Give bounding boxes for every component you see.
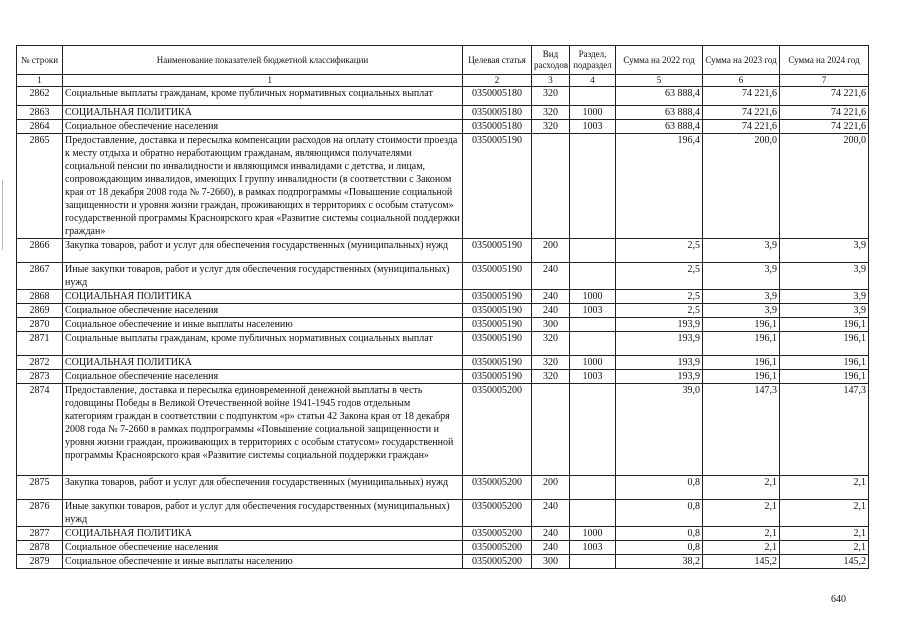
- row-sum-2023: 3,9: [703, 263, 780, 290]
- row-section: [570, 500, 616, 527]
- header-sum-2023: Сумма на 2023 год: [703, 46, 780, 75]
- row-name: Социальные выплаты гражданам, кроме публичных нормативных социальных выплат: [63, 332, 463, 356]
- row-number: 2876: [17, 500, 63, 527]
- header-target-article: Целевая статья: [463, 46, 532, 75]
- row-expense-type: 200: [532, 239, 570, 263]
- row-sum-2023: 147,3: [703, 384, 780, 476]
- row-number: 2872: [17, 356, 63, 370]
- header-row: [17, 46, 869, 75]
- row-sum-2024: 74 221,6: [780, 106, 869, 120]
- row-sum-2022: 63 888,4: [616, 87, 703, 106]
- row-expense-type: [532, 384, 570, 476]
- row-expense-type: 240: [532, 500, 570, 527]
- row-expense-type: 320: [532, 106, 570, 120]
- row-sum-2022: 2,5: [616, 263, 703, 290]
- row-expense-type: 320: [532, 120, 570, 134]
- row-expense-type: 320: [532, 370, 570, 384]
- row-section: [570, 555, 616, 569]
- row-sum-2022: 2,5: [616, 304, 703, 318]
- row-section: [570, 476, 616, 500]
- table-body: [17, 87, 869, 569]
- table-row: [17, 239, 869, 263]
- row-target-article: 0350005190: [463, 263, 532, 290]
- row-name: Закупка товаров, работ и услуг для обеспечения государственных (муниципальных) нужд: [63, 239, 463, 263]
- header-name: Наименование показателей бюджетной классификации: [63, 46, 463, 75]
- row-sum-2024: 2,1: [780, 527, 869, 541]
- row-sum-2024: 196,1: [780, 332, 869, 356]
- row-name: Социальное обеспечение населения: [63, 120, 463, 134]
- row-sum-2022: 2,5: [616, 239, 703, 263]
- row-expense-type: 200: [532, 476, 570, 500]
- table-row: [17, 134, 869, 239]
- margin-mark: [2, 180, 3, 250]
- row-target-article: 0350005190: [463, 304, 532, 318]
- row-name: Социальное обеспечение и иные выплаты населению: [63, 318, 463, 332]
- table-row: [17, 87, 869, 106]
- header-section: Раздел, подраздел: [570, 46, 616, 75]
- row-expense-type: 320: [532, 87, 570, 106]
- table-row: [17, 263, 869, 290]
- row-number: 2877: [17, 527, 63, 541]
- row-number: 2878: [17, 541, 63, 555]
- row-sum-2024: 74 221,6: [780, 120, 869, 134]
- row-target-article: 0350005180: [463, 120, 532, 134]
- row-sum-2024: 145,2: [780, 555, 869, 569]
- row-section: 1000: [570, 106, 616, 120]
- row-name: Социальное обеспечение населения: [63, 304, 463, 318]
- row-sum-2024: 3,9: [780, 304, 869, 318]
- row-sum-2024: 74 221,6: [780, 87, 869, 106]
- row-sum-2024: 2,1: [780, 476, 869, 500]
- row-sum-2022: 193,9: [616, 332, 703, 356]
- row-sum-2022: 38,2: [616, 555, 703, 569]
- row-expense-type: 240: [532, 290, 570, 304]
- row-name: Социальные выплаты гражданам, кроме публичных нормативных социальных выплат: [63, 87, 463, 106]
- row-section: 1000: [570, 290, 616, 304]
- row-number: 2864: [17, 120, 63, 134]
- column-number: 4: [570, 75, 616, 87]
- header-sum-2022: Сумма на 2022 год: [616, 46, 703, 75]
- row-sum-2024: 3,9: [780, 290, 869, 304]
- row-section: [570, 384, 616, 476]
- table-row: [17, 332, 869, 356]
- table-row: [17, 318, 869, 332]
- row-target-article: 0350005180: [463, 106, 532, 120]
- row-sum-2023: 145,2: [703, 555, 780, 569]
- column-numbers-row: [17, 75, 869, 87]
- row-number: 2865: [17, 134, 63, 239]
- row-sum-2023: 2,1: [703, 500, 780, 527]
- row-target-article: 0350005190: [463, 239, 532, 263]
- row-sum-2023: 74 221,6: [703, 120, 780, 134]
- row-number: 2866: [17, 239, 63, 263]
- row-expense-type: 300: [532, 555, 570, 569]
- row-target-article: 0350005200: [463, 476, 532, 500]
- row-sum-2023: 2,1: [703, 476, 780, 500]
- row-name: СОЦИАЛЬНАЯ ПОЛИТИКА: [63, 527, 463, 541]
- row-name: Иные закупки товаров, работ и услуг для обеспечения государственных (муниципальных) нужд: [63, 263, 463, 290]
- row-number: 2875: [17, 476, 63, 500]
- row-sum-2024: 200,0: [780, 134, 869, 239]
- row-expense-type: 240: [532, 304, 570, 318]
- table-row: [17, 500, 869, 527]
- table-row: [17, 304, 869, 318]
- row-sum-2022: 63 888,4: [616, 120, 703, 134]
- row-section: [570, 87, 616, 106]
- row-number: 2869: [17, 304, 63, 318]
- row-sum-2022: 63 888,4: [616, 106, 703, 120]
- row-expense-type: 240: [532, 527, 570, 541]
- row-expense-type: 300: [532, 318, 570, 332]
- row-target-article: 0350005200: [463, 500, 532, 527]
- row-sum-2023: 2,1: [703, 541, 780, 555]
- row-number: 2871: [17, 332, 63, 356]
- row-section: 1003: [570, 304, 616, 318]
- row-sum-2022: 193,9: [616, 370, 703, 384]
- row-sum-2023: 3,9: [703, 290, 780, 304]
- row-sum-2024: 2,1: [780, 500, 869, 527]
- row-sum-2022: 0,8: [616, 527, 703, 541]
- row-sum-2023: 196,1: [703, 370, 780, 384]
- column-number: 7: [780, 75, 869, 87]
- row-section: [570, 263, 616, 290]
- row-number: 2863: [17, 106, 63, 120]
- row-name: СОЦИАЛЬНАЯ ПОЛИТИКА: [63, 356, 463, 370]
- table-row: [17, 555, 869, 569]
- row-expense-type: [532, 134, 570, 239]
- column-number: 2: [463, 75, 532, 87]
- row-target-article: 0350005190: [463, 370, 532, 384]
- row-number: 2879: [17, 555, 63, 569]
- table-row: [17, 476, 869, 500]
- row-expense-type: 240: [532, 541, 570, 555]
- row-number: 2873: [17, 370, 63, 384]
- table-row: [17, 120, 869, 134]
- row-target-article: 0350005190: [463, 332, 532, 356]
- row-target-article: 0350005190: [463, 318, 532, 332]
- row-section: [570, 332, 616, 356]
- table-row: [17, 106, 869, 120]
- column-number: 1: [63, 75, 463, 87]
- row-target-article: 0350005180: [463, 87, 532, 106]
- row-name: Иные закупки товаров, работ и услуг для обеспечения государственных (муниципальных) нужд: [63, 500, 463, 527]
- row-number: 2862: [17, 87, 63, 106]
- row-sum-2022: 2,5: [616, 290, 703, 304]
- row-sum-2023: 200,0: [703, 134, 780, 239]
- row-section: 1003: [570, 370, 616, 384]
- row-sum-2023: 196,1: [703, 356, 780, 370]
- row-section: [570, 318, 616, 332]
- row-name: Предоставление, доставка и пересылка единовременной денежной выплаты в честь годовщины Победы в Великой Отечественной войне 1941-1945 годов отдельным категориям граждан в соответствии с подпунктом «р» статьи 42 Закона края от 18 декабря 2008 года № 7-2660 в рамках подпрограммы «Повышение социальной защищенности и уровня жизни граждан, проживающих в территориях с особым статусом» государственной программы Красноярского края «Развитие системы социальной поддержки граждан»: [63, 384, 463, 476]
- row-section: 1003: [570, 541, 616, 555]
- row-target-article: 0350005200: [463, 527, 532, 541]
- budget-table-sheet: [16, 45, 869, 569]
- table-row: [17, 356, 869, 370]
- row-sum-2023: 196,1: [703, 318, 780, 332]
- table-row: [17, 370, 869, 384]
- row-section: 1000: [570, 527, 616, 541]
- column-number: 3: [532, 75, 570, 87]
- row-sum-2022: 196,4: [616, 134, 703, 239]
- row-sum-2023: 3,9: [703, 304, 780, 318]
- table-row: [17, 290, 869, 304]
- row-target-article: 0350005200: [463, 384, 532, 476]
- row-name: СОЦИАЛЬНАЯ ПОЛИТИКА: [63, 106, 463, 120]
- row-sum-2022: 0,8: [616, 541, 703, 555]
- row-sum-2023: 2,1: [703, 527, 780, 541]
- row-number: 2870: [17, 318, 63, 332]
- row-name: Предоставление, доставка и пересылка компенсации расходов на оплату стоимости проезда к месту отдыха и обратно неработающим гражданам, являющимся получателями социальной пенсии по инвалидности и являющимся инвалидами с детства, и лицам, сопровождающим инвалидов, имеющих I группу инвалидности (в соответствии с Законом края от 18 декабря 2008 года № 7-2660), в рамках подпрограммы «Повышение социальной защищенности и уровня жизни граждан, проживающих в территориях с особым статусом» государственной программы Красноярского края «Развитие системы социальной поддержки граждан»: [63, 134, 463, 239]
- row-sum-2024: 3,9: [780, 263, 869, 290]
- row-sum-2022: 0,8: [616, 476, 703, 500]
- row-section: [570, 134, 616, 239]
- header-expense-type: Вид расходов: [532, 46, 570, 75]
- row-sum-2024: 196,1: [780, 318, 869, 332]
- row-expense-type: 320: [532, 356, 570, 370]
- column-number: 1: [17, 75, 63, 87]
- row-number: 2867: [17, 263, 63, 290]
- column-number: 5: [616, 75, 703, 87]
- row-sum-2024: 2,1: [780, 541, 869, 555]
- row-name: Социальное обеспечение населения: [63, 541, 463, 555]
- row-section: 1000: [570, 356, 616, 370]
- row-sum-2023: 3,9: [703, 239, 780, 263]
- row-target-article: 0350005190: [463, 134, 532, 239]
- row-target-article: 0350005190: [463, 356, 532, 370]
- row-expense-type: 240: [532, 263, 570, 290]
- row-sum-2022: 39,0: [616, 384, 703, 476]
- row-target-article: 0350005190: [463, 290, 532, 304]
- row-number: 2874: [17, 384, 63, 476]
- row-name: Социальное обеспечение населения: [63, 370, 463, 384]
- row-target-article: 0350005200: [463, 541, 532, 555]
- row-sum-2023: 74 221,6: [703, 106, 780, 120]
- row-section: 1003: [570, 120, 616, 134]
- row-target-article: 0350005200: [463, 555, 532, 569]
- row-name: Закупка товаров, работ и услуг для обеспечения государственных (муниципальных) нужд: [63, 476, 463, 500]
- header-row-number: № строки: [17, 46, 63, 75]
- budget-table: [16, 45, 869, 569]
- row-name: СОЦИАЛЬНАЯ ПОЛИТИКА: [63, 290, 463, 304]
- row-sum-2024: 196,1: [780, 356, 869, 370]
- row-sum-2024: 196,1: [780, 370, 869, 384]
- row-sum-2022: 193,9: [616, 356, 703, 370]
- row-sum-2022: 0,8: [616, 500, 703, 527]
- page-number: 640: [831, 594, 846, 605]
- row-sum-2024: 147,3: [780, 384, 869, 476]
- table-row: [17, 541, 869, 555]
- row-name: Социальное обеспечение и иные выплаты населению: [63, 555, 463, 569]
- row-sum-2022: 193,9: [616, 318, 703, 332]
- table-row: [17, 527, 869, 541]
- row-expense-type: 320: [532, 332, 570, 356]
- row-sum-2023: 196,1: [703, 332, 780, 356]
- row-sum-2023: 74 221,6: [703, 87, 780, 106]
- row-number: 2868: [17, 290, 63, 304]
- table-row: [17, 384, 869, 476]
- header-sum-2024: Сумма на 2024 год: [780, 46, 869, 75]
- column-number: 6: [703, 75, 780, 87]
- row-sum-2024: 3,9: [780, 239, 869, 263]
- row-section: [570, 239, 616, 263]
